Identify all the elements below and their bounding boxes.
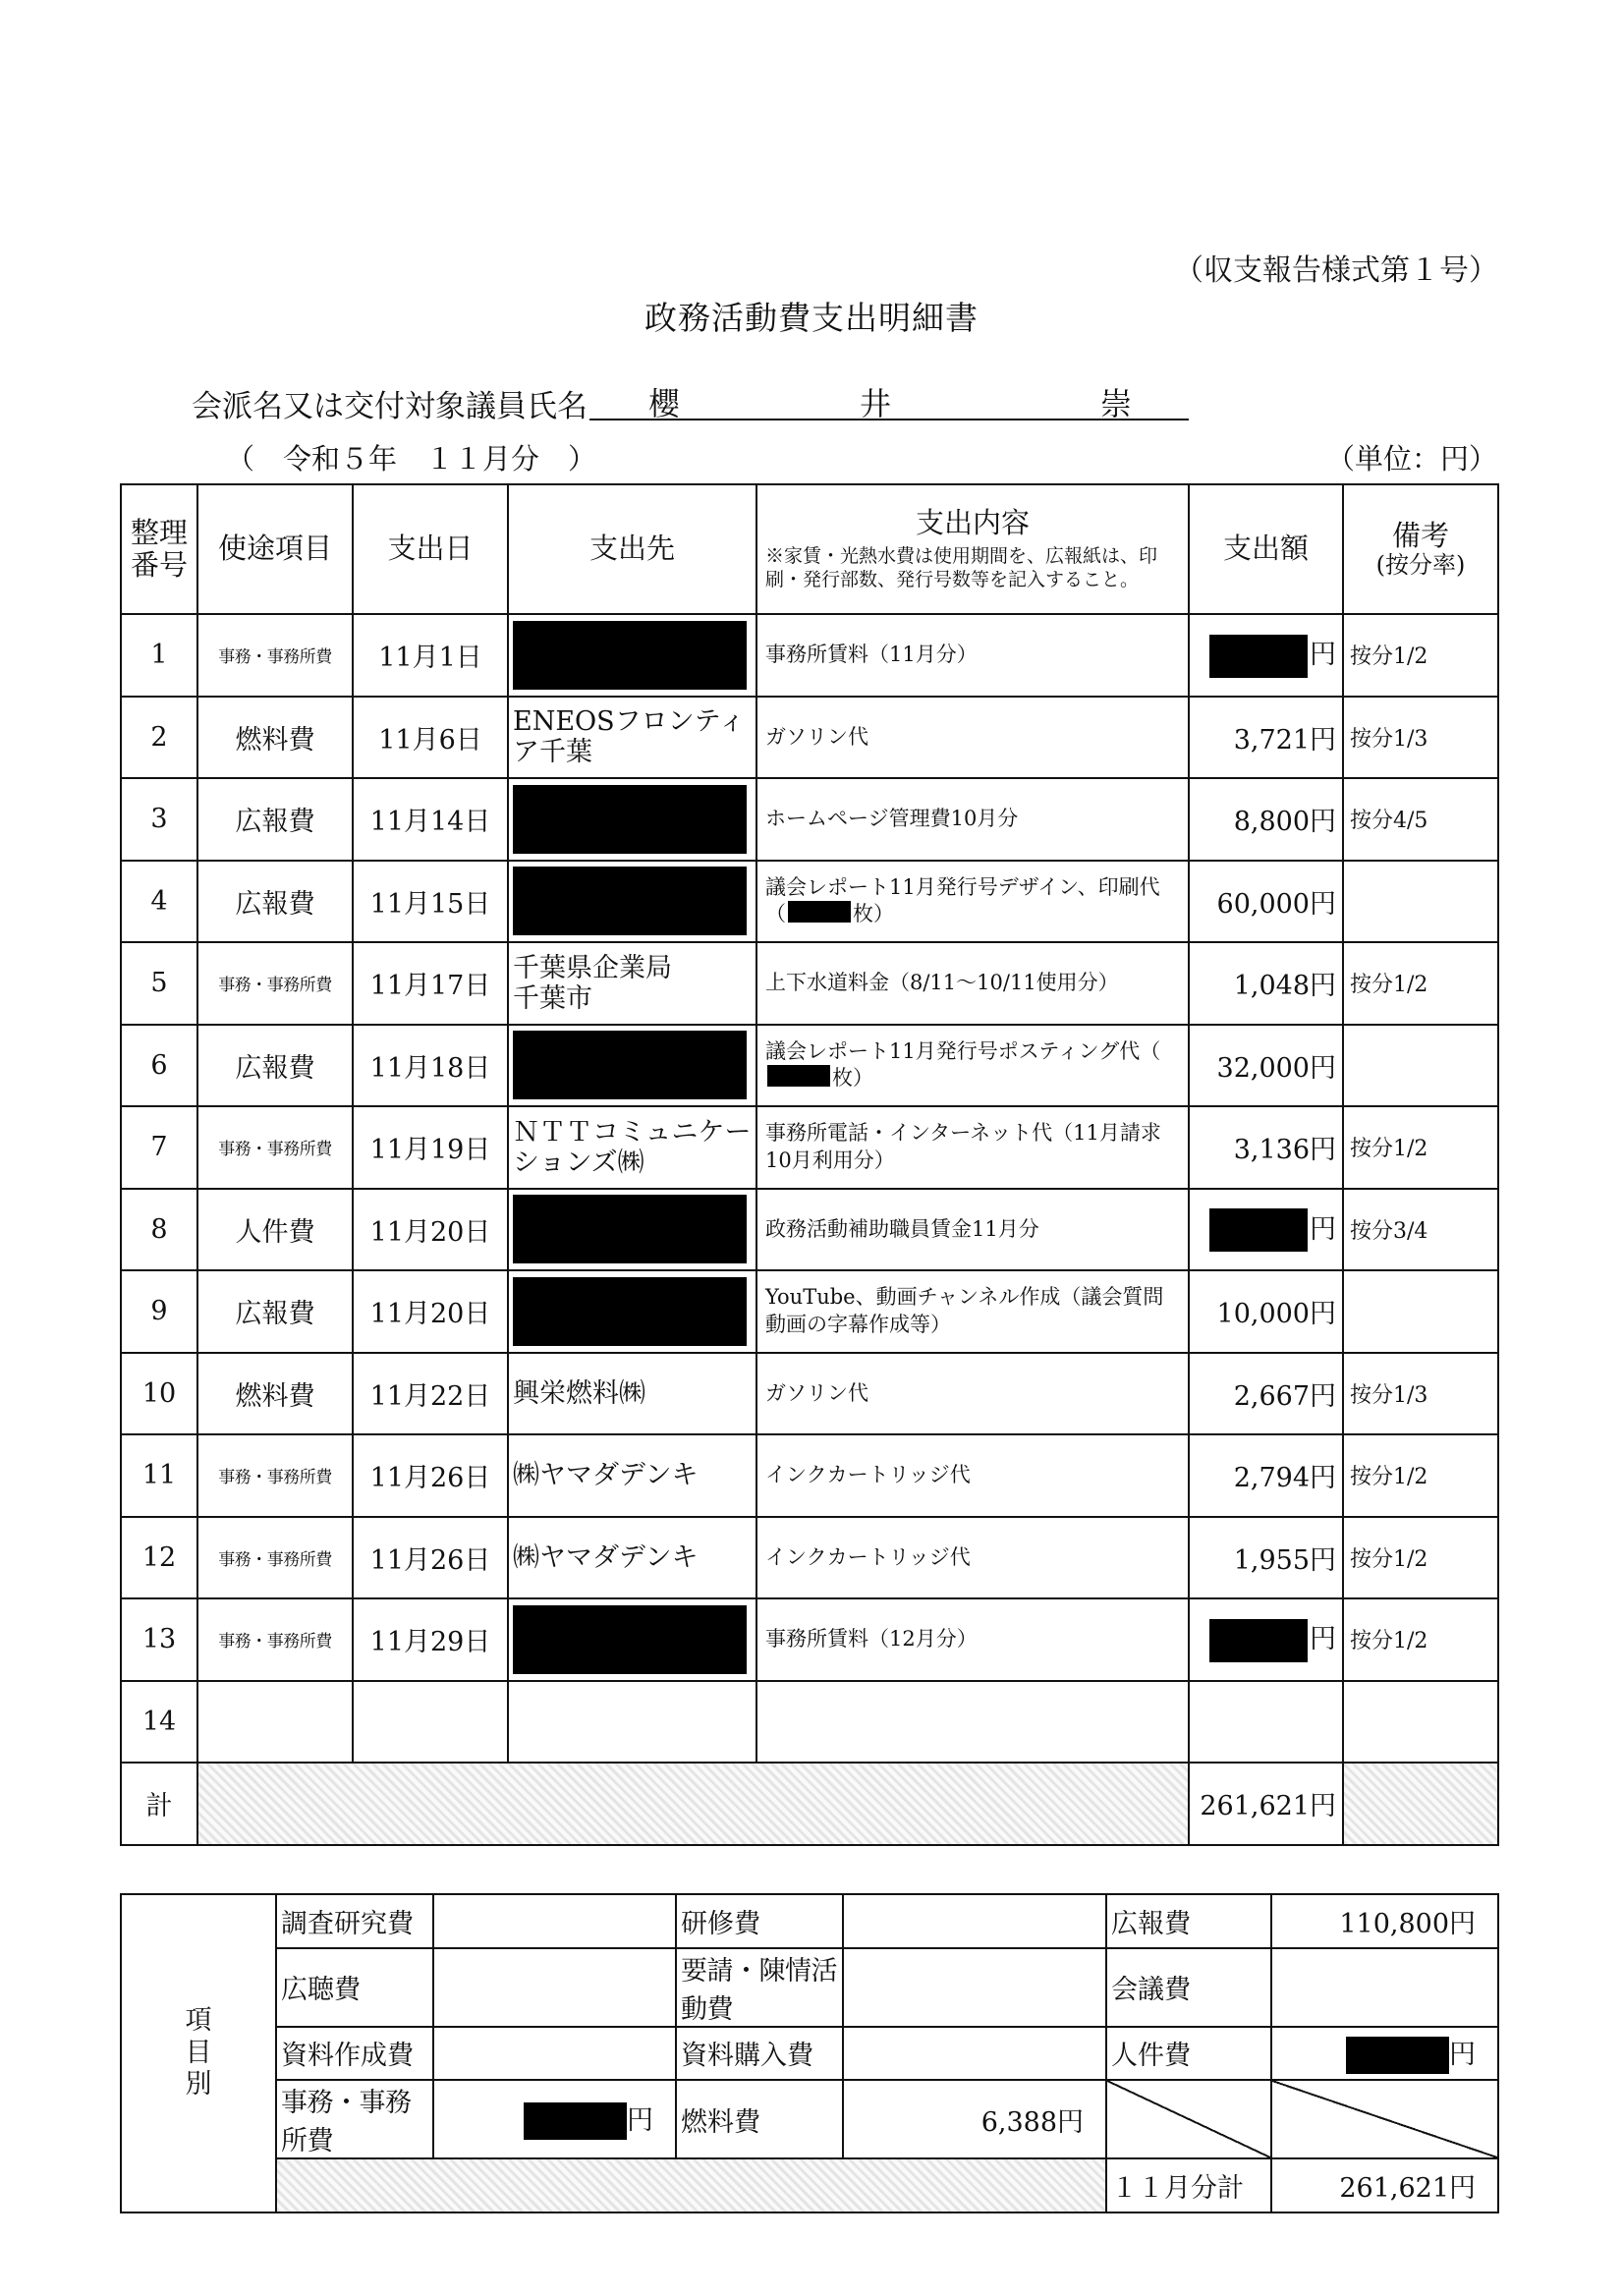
category-summary-table <box>120 1893 1499 2213</box>
table-row <box>121 861 1498 943</box>
row-note: 按分1/2 <box>1343 614 1498 697</box>
desc-suffix: 枚） <box>832 1066 873 1091</box>
row-number: 3 <box>121 778 197 861</box>
total-amount: 261,621円 <box>1189 1763 1343 1845</box>
table-row <box>121 942 1498 1025</box>
row-payee <box>508 1681 756 1764</box>
row-note: 按分1/3 <box>1343 1353 1498 1435</box>
row-item: 事務・事務所費 <box>197 1434 353 1517</box>
row-note <box>1343 861 1498 943</box>
row-date: 11月15日 <box>353 861 508 943</box>
amount-redaction <box>1209 635 1308 678</box>
header-note <box>1343 484 1498 614</box>
row-amount <box>1189 1353 1343 1435</box>
personnel-amount-unit: 円 <box>1449 2039 1476 2070</box>
row-date: 11月26日 <box>353 1434 508 1517</box>
payee-redaction <box>513 785 747 854</box>
amount-redaction <box>1209 1208 1308 1252</box>
row-desc <box>756 1025 1189 1107</box>
amount-text: 60,000円 <box>1216 888 1336 920</box>
row-note <box>1343 1025 1498 1107</box>
table-row <box>121 614 1498 697</box>
training-label: 研修費 <box>676 1894 843 1948</box>
header-no: 整理番号 <box>121 484 197 614</box>
row-desc <box>756 1353 1189 1435</box>
row-desc <box>756 1434 1189 1517</box>
office-amount-unit: 円 <box>627 2104 653 2136</box>
personnel-amount-redaction <box>1346 2037 1449 2074</box>
row-desc <box>756 1681 1189 1764</box>
row-payee <box>508 614 756 697</box>
payee-text: ㈱ヤマダデンキ <box>513 1460 699 1491</box>
row-desc <box>756 861 1189 943</box>
row-payee <box>508 1025 756 1107</box>
amount-text: 32,000円 <box>1216 1052 1336 1084</box>
desc-text: 政務活動補助職員賃金11月分 <box>765 1216 1039 1241</box>
row-note: 按分4/5 <box>1343 778 1498 861</box>
desc-text: 上下水道料金（8/11～10/11使用分） <box>765 971 1119 995</box>
row-number: 7 <box>121 1106 197 1189</box>
desc-text: 事務所賃料（12月分） <box>765 1627 978 1652</box>
personnel-amount <box>1271 2027 1498 2081</box>
table-row <box>121 1270 1498 1353</box>
row-number: 12 <box>121 1517 197 1599</box>
row-item: 事務・事務所費 <box>197 614 353 697</box>
row-item: 燃料費 <box>197 697 353 779</box>
desc-text: ガソリン代 <box>765 1380 868 1405</box>
row-item: 燃料費 <box>197 1353 353 1435</box>
desc-text: YouTube、動画チャンネル作成（議会質問動画の字幕作成等） <box>765 1285 1164 1336</box>
row-item: 事務・事務所費 <box>197 942 353 1025</box>
table-row <box>121 1189 1498 1271</box>
row-desc <box>756 1106 1189 1189</box>
desc-text: 議会レポート11月発行号デザイン、印刷代（ <box>765 874 1160 926</box>
row-number: 14 <box>121 1681 197 1764</box>
summary-side-label <box>121 1894 276 2212</box>
payee-text: ＮＴＴコミュニケーションズ㈱ <box>513 1116 752 1178</box>
member-name-char-3: 崇 <box>1100 385 1133 422</box>
payee-text: 千葉県企業局 千葉市 <box>513 952 672 1014</box>
row-desc <box>756 1189 1189 1271</box>
personnel-label: 人件費 <box>1106 2027 1271 2081</box>
amount-text: 円 <box>1310 1624 1336 1654</box>
expense-table <box>120 483 1499 1846</box>
amount-text: 10,000円 <box>1216 1299 1336 1330</box>
row-item: 人件費 <box>197 1189 353 1271</box>
header-amount: 支出額 <box>1189 484 1343 614</box>
desc-text: 事務所電話・インターネット代（11月請求10月利用分） <box>765 1121 1161 1172</box>
row-item: 広報費 <box>197 1270 353 1353</box>
row-amount <box>1189 1270 1343 1353</box>
row-number: 5 <box>121 942 197 1025</box>
month-total-label: １１月分計 <box>1106 2158 1271 2212</box>
desc-text: インクカートリッジ代 <box>765 1544 971 1569</box>
header-desc <box>756 484 1189 614</box>
row-date <box>353 1681 508 1764</box>
amount-redaction <box>1209 1619 1308 1662</box>
petition-amount <box>843 1948 1106 2027</box>
meeting-amount <box>1271 1948 1498 2027</box>
row-item: 事務・事務所費 <box>197 1517 353 1599</box>
row-desc <box>756 1517 1189 1599</box>
desc-text: 議会レポート11月発行号ポスティング代（ <box>765 1038 1161 1063</box>
header-desc-note: ※家賃・光熱水費は使用期間を、広報紙は、印刷・発行部数、発行号数等を記入すること。 <box>765 544 1158 590</box>
amount-text: 2,794円 <box>1233 1463 1336 1494</box>
table-row <box>121 1025 1498 1107</box>
row-desc <box>756 697 1189 779</box>
row-number: 1 <box>121 614 197 697</box>
total-row <box>121 1763 1498 1845</box>
payee-redaction <box>513 1195 747 1263</box>
amount-text: 円 <box>1310 640 1336 670</box>
desc-text: ホームページ管理費10月分 <box>765 807 1019 831</box>
row-note <box>1343 1270 1498 1353</box>
header-item: 使途項目 <box>197 484 353 614</box>
payee-text: ENEOSフロンティア千葉 <box>513 706 746 768</box>
row-note: 按分1/2 <box>1343 1434 1498 1517</box>
office-amount <box>433 2080 676 2158</box>
training-amount <box>843 1894 1106 1948</box>
blank-diagonal-2 <box>1271 2080 1498 2158</box>
row-amount <box>1189 1189 1343 1271</box>
member-label: 会派名又は交付対象議員氏名 <box>192 389 588 424</box>
row-amount <box>1189 614 1343 697</box>
row-payee <box>508 1189 756 1271</box>
row-note: 按分1/2 <box>1343 942 1498 1025</box>
total-note-blank <box>1343 1763 1498 1845</box>
table-row <box>121 1106 1498 1189</box>
row-amount <box>1189 1681 1343 1764</box>
row-amount <box>1189 1025 1343 1107</box>
row-note <box>1343 1681 1498 1764</box>
table-row <box>121 1598 1498 1681</box>
row-payee <box>508 697 756 779</box>
office-label: 事務・事務所費 <box>276 2080 433 2158</box>
row-date: 11月6日 <box>353 697 508 779</box>
header-date: 支出日 <box>353 484 508 614</box>
document-title: 政務活動費支出明細書 <box>644 299 979 337</box>
row-number: 8 <box>121 1189 197 1271</box>
blank-diagonal-1 <box>1106 2080 1271 2158</box>
row-payee <box>508 861 756 943</box>
expense-rows <box>121 614 1498 1763</box>
row-amount <box>1189 697 1343 779</box>
pr-amount: 110,800円 <box>1271 1894 1498 1948</box>
period: （ 令和５年 １１月分 ） <box>226 442 597 476</box>
amount-text: 3,721円 <box>1233 724 1336 756</box>
row-desc <box>756 778 1189 861</box>
pr-label: 広報費 <box>1106 1894 1271 1948</box>
row-payee <box>508 942 756 1025</box>
row-desc <box>756 614 1189 697</box>
row-number: 6 <box>121 1025 197 1107</box>
fuel-label: 燃料費 <box>676 2080 843 2158</box>
table-row <box>121 1517 1498 1599</box>
month-total-amount: 261,621円 <box>1271 2158 1498 2212</box>
member-name <box>589 373 1189 420</box>
header-payee: 支出先 <box>508 484 756 614</box>
total-blank <box>197 1763 1189 1845</box>
row-item: 事務・事務所費 <box>197 1598 353 1681</box>
header-note-sub: (按分率) <box>1375 550 1466 579</box>
row-item: 広報費 <box>197 778 353 861</box>
row-date: 11月14日 <box>353 778 508 861</box>
summary-side-label-text: 項 目 別 <box>185 2005 212 2100</box>
row-item: 事務・事務所費 <box>197 1106 353 1189</box>
row-amount <box>1189 1598 1343 1681</box>
payee-redaction <box>513 1605 747 1674</box>
row-amount <box>1189 778 1343 861</box>
row-number: 4 <box>121 861 197 943</box>
row-note: 按分1/2 <box>1343 1106 1498 1189</box>
row-date: 11月20日 <box>353 1270 508 1353</box>
payee-redaction <box>513 621 747 690</box>
row-note: 按分1/2 <box>1343 1517 1498 1599</box>
table-row <box>121 1353 1498 1435</box>
row-date: 11月1日 <box>353 614 508 697</box>
table-row <box>121 1434 1498 1517</box>
row-desc <box>756 1598 1189 1681</box>
row-date: 11月19日 <box>353 1106 508 1189</box>
materials-buy-label: 資料購入費 <box>676 2027 843 2081</box>
row-date: 11月20日 <box>353 1189 508 1271</box>
row-number: 13 <box>121 1598 197 1681</box>
row-date: 11月22日 <box>353 1353 508 1435</box>
row-note: 按分3/4 <box>1343 1189 1498 1271</box>
row-payee <box>508 1434 756 1517</box>
hearing-label: 広聴費 <box>276 1948 433 2027</box>
desc-text: インクカートリッジ代 <box>765 1463 971 1487</box>
payee-redaction <box>513 1031 747 1099</box>
amount-text: 1,955円 <box>1233 1544 1336 1576</box>
summary-blank <box>276 2158 1106 2212</box>
desc-text: 事務所賃料（11月分） <box>765 643 978 667</box>
row-amount <box>1189 861 1343 943</box>
amount-text: 3,136円 <box>1233 1135 1336 1166</box>
row-payee <box>508 778 756 861</box>
payee-redaction <box>513 1277 747 1346</box>
hearing-amount <box>433 1948 676 2027</box>
row-date: 11月29日 <box>353 1598 508 1681</box>
quantity-redaction <box>788 901 851 923</box>
row-amount <box>1189 1106 1343 1189</box>
row-number: 2 <box>121 697 197 779</box>
amount-text: 8,800円 <box>1233 807 1336 838</box>
row-payee <box>508 1517 756 1599</box>
row-amount <box>1189 1434 1343 1517</box>
payee-redaction <box>513 867 747 935</box>
header-note-title: 備考 <box>1391 518 1449 552</box>
materials-buy-amount <box>843 2027 1106 2081</box>
row-date: 11月17日 <box>353 942 508 1025</box>
table-row <box>121 778 1498 861</box>
unit-label: （単位：円） <box>1326 442 1498 476</box>
row-note: 按分1/2 <box>1343 1598 1498 1681</box>
row-payee <box>508 1598 756 1681</box>
research-label: 調査研究費 <box>276 1894 433 1948</box>
row-item <box>197 1681 353 1764</box>
research-amount <box>433 1894 676 1948</box>
petition-label: 要請・陳情活動費 <box>676 1948 843 2027</box>
payee-text: 興栄燃料㈱ <box>513 1377 645 1409</box>
materials-make-amount <box>433 2027 676 2081</box>
row-number: 11 <box>121 1434 197 1517</box>
row-payee <box>508 1106 756 1189</box>
row-payee <box>508 1353 756 1435</box>
row-desc <box>756 942 1189 1025</box>
row-item: 広報費 <box>197 861 353 943</box>
row-note: 按分1/3 <box>1343 697 1498 779</box>
row-payee <box>508 1270 756 1353</box>
row-amount <box>1189 942 1343 1025</box>
fuel-amount: 6,388円 <box>843 2080 1106 2158</box>
member-name-char-1: 櫻 <box>648 385 681 422</box>
payee-text: ㈱ヤマダデンキ <box>513 1541 699 1573</box>
quantity-redaction <box>767 1065 830 1087</box>
row-date: 11月26日 <box>353 1517 508 1599</box>
row-date: 11月18日 <box>353 1025 508 1107</box>
row-amount <box>1189 1517 1343 1599</box>
desc-text: ガソリン代 <box>765 724 868 749</box>
row-desc <box>756 1270 1189 1353</box>
total-label: 計 <box>121 1763 197 1845</box>
meeting-label: 会議費 <box>1106 1948 1271 2027</box>
desc-suffix: 枚） <box>853 902 894 926</box>
table-row <box>121 1681 1498 1764</box>
row-number: 9 <box>121 1270 197 1353</box>
amount-text: 円 <box>1310 1213 1336 1245</box>
row-item: 広報費 <box>197 1025 353 1107</box>
header-row <box>121 484 1498 614</box>
amount-text: 2,667円 <box>1233 1380 1336 1412</box>
office-amount-redaction <box>524 2102 627 2140</box>
row-number: 10 <box>121 1353 197 1435</box>
form-number: （収支報告様式第１号） <box>1174 253 1498 288</box>
table-row <box>121 697 1498 779</box>
member-name-char-2: 井 <box>860 385 892 422</box>
materials-make-label: 資料作成費 <box>276 2027 433 2081</box>
amount-text: 1,048円 <box>1233 971 1336 1002</box>
header-desc-title: 支出内容 <box>915 505 1030 539</box>
